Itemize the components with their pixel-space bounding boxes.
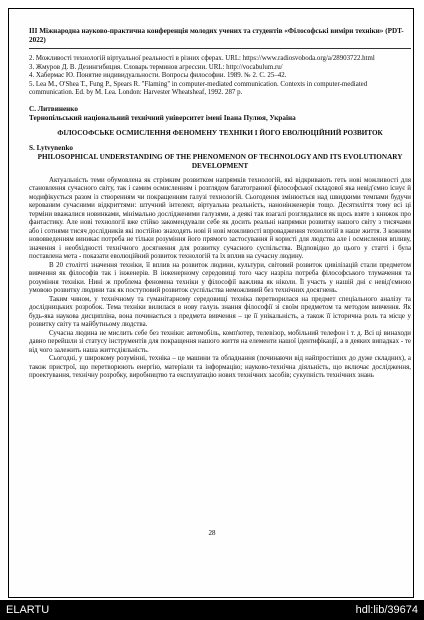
handle-label: hdl:lib/39674 [355,604,418,616]
en-author: S. Lytvynenko [29,143,73,152]
conference-header: III Міжнародна науково-практична конференція молодих учених та студентів «Філософські виміри техніки» (PDT-2022) [29,27,404,44]
ua-university: Тернопільський національний технічний університет імені Івана Пулюя, Україна [29,113,296,122]
body-paragraph: Таким чином, у технічному та гуманітарному середовищі техніка перетворилася на предмет спеціального аналізу та дослідницьких розробок. Тема техніки вилилася в нову галузь знання філософії зі своїм предметом та методом вивчення. Як будь-яка наукова дисципліна, вона починається з предмета вивчення – це її унікальність, а також її історична роль та місце у розвитку світу та майбутньому людства. [29,295,411,329]
page-content [29,27,411,381]
body-paragraph: Актуальність теми обумовлена як стрімким розвитком напрямків технологій, які відкривають геть нові можливості для становлення сучасного світу, так і самим осмисленням і розглядом багатогранної філософської складової яка невід'ємно існує й модифікується разом із створенням чи покращенням галузі технологій. Сьогодення змінюється над швидкими темпами будучи керованим сучасними відкриттями: штучний інтелект, віртуальна реальність, нанонінженерія тощо. Десятиліття тому всі ці терміни вважалися новинками, мінімально дослідженими галузями, а деякі так взагалі розглядалися як щось взяте з книжок про фантастику. Але нові технології вже стійко закомендували себе як досить реальні напрямки розвитку нашого світу з тисячами або і сотнями тисяч дослідників які постійно знаходять нові й нові можливості впровадження технологій в наше життя. З кожним нововведенням виникає потреба не тільки розуміння його прямого застосування й користі для людства але і осмислення впливу, значення і необхідності технічного досягнення для розвитку сучасного суспільства. Відповідно до цього у статті і була поставлена мета - показати еволюційний розвиток технологій та їх вплив на сучасну людину. [29,176,411,261]
page-number: 28 [208,529,216,537]
page-frame [8,8,414,598]
body-paragraph: Сьогодні, у широкому розумінні, техніка – це машини та обладнання (починаючи від найпростіших до дуже складних), а також пристрої, що перетворюють енергію, матеріали та інформацію; науково-технічна діяльність, що включає дослідження, проектування, технічну розробку, виробництво та експлуатацію нових технічних засобів; сукупність технічних знань [29,355,411,380]
reference-item: 5. Lea M., O'Shea T., Fung P., Spears R. "Flaming" in computer-mediated communication. Contexts in computer-mediated communication. Ed. by M. Lea. London: Harvester Wheatsheaf, 1992. 287 p. [29,80,368,97]
reference-item: 3. Жмуров Д. В. Дезингибиция. Словарь терминов агрессии. URL: http://vocabulum.ru/ [29,63,283,71]
article-body [29,177,411,381]
body-paragraph: В 20 столітті значення техніки, її вплив на розвиток людини, культури, світовий розвиток цивілізацій стали предметом вивчення як філософів так і інженерів. В інженерному середовищі того часу назріла потреба філософського тлумачення та розуміння техніки. Нині ж проблема феномена техніки у філософії важлива як ніколи. Її участь у нашій дні є невід'ємною умовою розвитку людини так як поступовий розвиток суспільства неможливий без технічних досягнень. [29,261,411,295]
ua-author: С. Литвиненко [29,104,78,113]
reference-item: 4. Хабермас Ю. Понятие индивидуальности. Вопросы философии. 1989. № 2. С. 25–42. [29,72,287,80]
header-divider [29,48,411,49]
body-paragraph: Сучасна людина не мислить себе без техніки: автомобіль, комп'ютер, телевізор, мобільний телефон і т. д. Всі ці винаходи давно перейшли зі статусу інструментів для покращення нашого життя на елементи нашої ідентифікації, а в деяких випадках - те від чого залежить наша життєдіяльність. [29,329,411,354]
footer-bar [0,600,424,620]
reference-item: 2. Можливості технологій віртуальної реальності в різних сферах. URL: https://www.radiosvoboda.org/a/28903722.html [29,55,375,62]
ua-title: ФІЛОСОФСЬКЕ ОСМИСЛЕННЯ ФЕНОМЕНУ ТЕХНІКИ І ЙОГО ЕВОЛЮЦІЙНИЙ РОЗВИТОК [57,128,383,137]
en-title: PHILOSOPHICAL UNDERSTANDING OF THE PHENOMENON OF TECHNOLOGY AND ITS EVOLUTIONARY DEVELOPMENT [37,152,403,170]
reference-list [29,55,411,98]
repository-label: ELARTU [6,604,50,616]
